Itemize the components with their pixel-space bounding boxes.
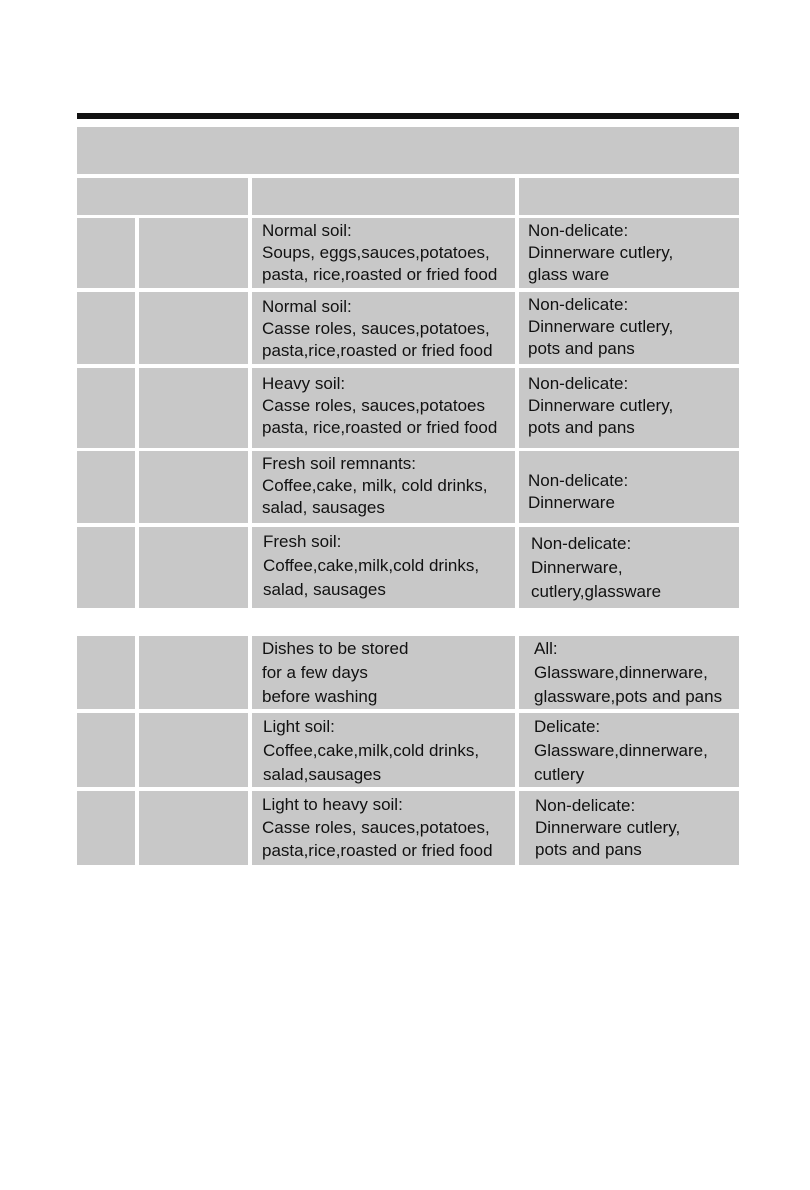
- table-row-program-icon-cell: [77, 451, 135, 523]
- table-row-program-icon-cell: [77, 636, 135, 709]
- row-2-soil-text: Normal soil: Casse roles, sauces,potatoes, pasta,rice,roasted or fried food: [262, 297, 493, 360]
- top-rule: [77, 113, 739, 119]
- header-program-cell: [77, 178, 248, 215]
- row-3-soil-text: Heavy soil: Casse roles, sauces,potatoes pasta, rice,roasted or fried food: [262, 374, 498, 437]
- table-row-program-icon-cell: [77, 218, 135, 288]
- row-4-dishes-text: Non-delicate: Dinnerware: [528, 471, 629, 512]
- row-8-dishes-text: Non-delicate: Dinnerware cutlery, pots and pans: [535, 796, 681, 859]
- row-1-soil-text: Normal soil: Soups, eggs,sauces,potatoes, pasta, rice,roasted or fried food: [262, 221, 498, 284]
- header-dishes-cell: [519, 178, 739, 215]
- table-row-program-name-cell: [139, 636, 248, 709]
- row-6-soil-text: Dishes to be stored for a few days before washing: [262, 639, 409, 706]
- table-row-program-name-cell: [139, 713, 248, 787]
- table-row-program-icon-cell: [77, 527, 135, 608]
- table-row-program-name-cell: [139, 527, 248, 608]
- table-row-program-name-cell: [139, 791, 248, 865]
- row-1-dishes-text: Non-delicate: Dinnerware cutlery, glass ware: [528, 221, 674, 284]
- header-soil-cell: [252, 178, 515, 215]
- row-7-dishes-text: Delicate: Glassware,dinnerware, cutlery: [534, 717, 708, 784]
- table-row-program-icon-cell: [77, 791, 135, 865]
- table-row-program-name-cell: [139, 451, 248, 523]
- table-row-program-icon-cell: [77, 713, 135, 787]
- table-row-program-name-cell: [139, 368, 248, 448]
- row-8-soil-text: Light to heavy soil: Casse roles, sauces,potatoes, pasta,rice,roasted or fried food: [262, 795, 493, 860]
- table-row-program-name-cell: [139, 292, 248, 364]
- row-5-dishes-text: Non-delicate: Dinnerware, cutlery,glassware: [531, 534, 662, 601]
- table-row-program-icon-cell: [77, 292, 135, 364]
- table-title-band: [77, 127, 739, 174]
- row-4-soil-text: Fresh soil remnants: Coffee,cake, milk, cold drinks, salad, sausages: [262, 454, 488, 517]
- table-row-program-icon-cell: [77, 368, 135, 448]
- table-row-program-name-cell: [139, 218, 248, 288]
- row-2-dishes-text: Non-delicate: Dinnerware cutlery, pots and pans: [528, 295, 674, 358]
- row-7-soil-text: Light soil: Coffee,cake,milk,cold drinks, salad,sausages: [263, 717, 480, 784]
- row-5-soil-text: Fresh soil: Coffee,cake,milk,cold drinks, salad, sausages: [263, 532, 480, 599]
- row-6-dishes-text: All: Glassware,dinnerware, glassware,pots and pans: [534, 639, 723, 706]
- row-3-dishes-text: Non-delicate: Dinnerware cutlery, pots and pans: [528, 374, 674, 437]
